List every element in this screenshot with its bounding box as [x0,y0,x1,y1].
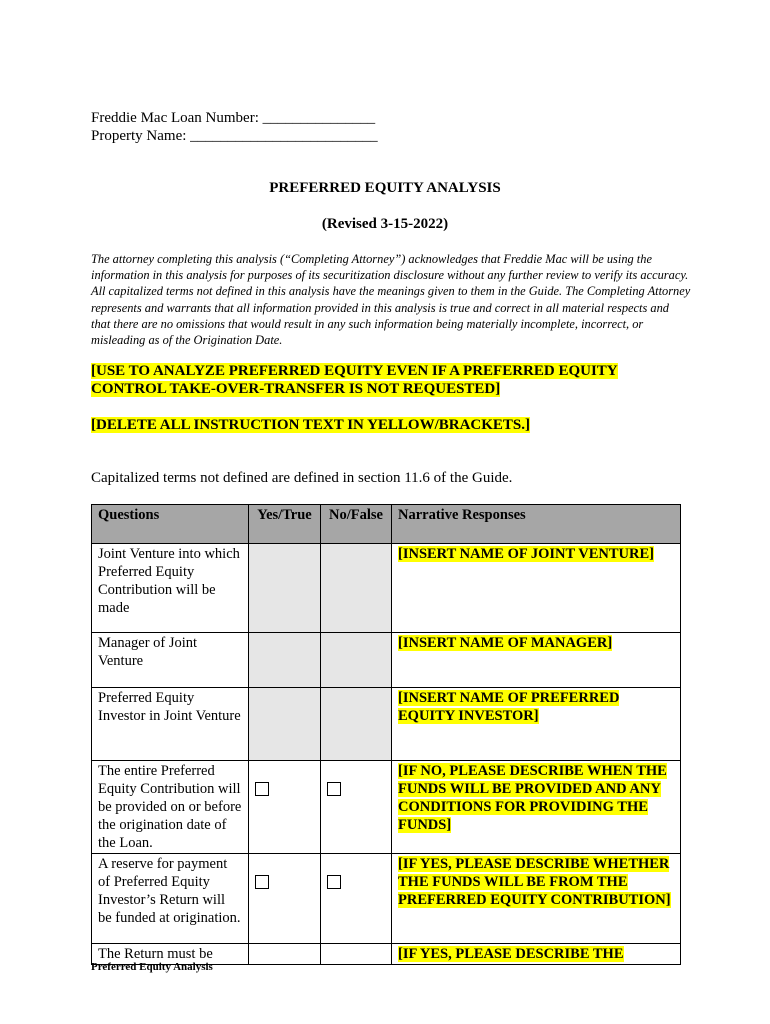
header-narrative: Narrative Responses [392,505,681,544]
response-placeholder: [IF YES, PLEASE DESCRIBE WHETHER THE FUNDS WILL BE FROM THE PREFERRED EQUITY CONTRIBUTION] [398,856,671,908]
question-cell: A reserve for payment of Preferred Equity Investor’s Return will be funded at origination. [92,854,249,944]
table-row [92,761,681,854]
header-no-false: No/False [321,505,392,544]
question-cell: Manager of Joint Venture [92,633,249,688]
yes-checkbox[interactable] [255,875,269,889]
response-cell[interactable] [392,633,681,688]
instruction-delete-note [91,416,691,434]
header-yes-true: Yes/True [249,505,321,544]
table-header-row [92,505,681,544]
response-placeholder: [IF YES, PLEASE DESCRIBE THE [398,946,624,962]
no-checkbox-cell[interactable] [321,854,392,944]
response-cell[interactable] [392,544,681,633]
no-cell-disabled [321,633,392,688]
attorney-disclaimer: The attorney completing this analysis (“Completing Attorney”) acknowledges that Freddie Mac will be using the information in this analysis for purposes of its securitization disclosure without any further review to verify its accuracy. All capitalized terms not defined in this analysis have the meanings given to them in the Guide. The Completing Attorney represents and warrants that all information provided in this analysis is true and correct in all material respects and that there are no omissions that would result in any such information being materially incomplete, incorrect, or misleading as of the Origination Date. [91,252,691,348]
loan-number-line: Freddie Mac Loan Number: _______________ [91,110,376,126]
response-cell[interactable] [392,761,681,854]
table-row [92,854,681,944]
yes-cell-disabled [249,633,321,688]
no-checkbox[interactable] [327,875,341,889]
property-name-line: Property Name: _________________________ [91,128,378,144]
no-checkbox-cell[interactable] [321,761,392,854]
question-cell: The entire Preferred Equity Contribution will be provided on or before the origination date of the Loan. [92,761,249,854]
yes-checkbox-cell[interactable] [249,761,321,854]
intro-text: Capitalized terms not defined are defined in section 11.6 of the Guide. [91,470,513,486]
table-row [92,688,681,761]
response-placeholder: [INSERT NAME OF PREFERRED EQUITY INVESTOR] [398,690,620,724]
question-cell: Preferred Equity Investor in Joint Venture [92,688,249,761]
no-checkbox[interactable] [327,782,341,796]
document-title: PREFERRED EQUITY ANALYSIS [269,180,501,196]
response-placeholder: [IF NO, PLEASE DESCRIBE WHEN THE FUNDS WILL BE PROVIDED AND ANY CONDITIONS FOR PROVIDING THE FUNDS] [398,763,667,833]
table-row [92,633,681,688]
no-cell-disabled [321,544,392,633]
yes-cell-disabled [249,688,321,761]
page-footer: Preferred Equity Analysis [91,961,213,973]
table-row [92,544,681,633]
question-cell: Joint Venture into which Preferred Equity Contribution will be made [92,544,249,633]
no-checkbox-cell[interactable] [321,944,392,965]
instruction-delete-text: [DELETE ALL INSTRUCTION TEXT IN YELLOW/BRACKETS.] [91,417,531,433]
response-placeholder: [INSERT NAME OF MANAGER] [398,635,613,651]
yes-checkbox-cell[interactable] [249,854,321,944]
analysis-table [91,504,681,965]
no-cell-disabled [321,688,392,761]
instruction-use-text: [USE TO ANALYZE PREFERRED EQUITY EVEN IF A PREFERRED EQUITY CONTROL TAKE-OVER-TRANSFER IS NOT REQUESTED] [91,363,618,397]
response-cell[interactable] [392,944,681,965]
yes-checkbox[interactable] [255,782,269,796]
response-cell[interactable] [392,854,681,944]
revision-date: (Revised 3-15-2022) [321,216,449,232]
response-placeholder: [INSERT NAME OF JOINT VENTURE] [398,546,654,562]
question-cell: The Return must be [92,944,249,965]
header-questions: Questions [92,505,249,544]
response-cell[interactable] [392,688,681,761]
instruction-use-note [91,362,691,398]
yes-cell-disabled [249,544,321,633]
yes-checkbox-cell[interactable] [249,944,321,965]
